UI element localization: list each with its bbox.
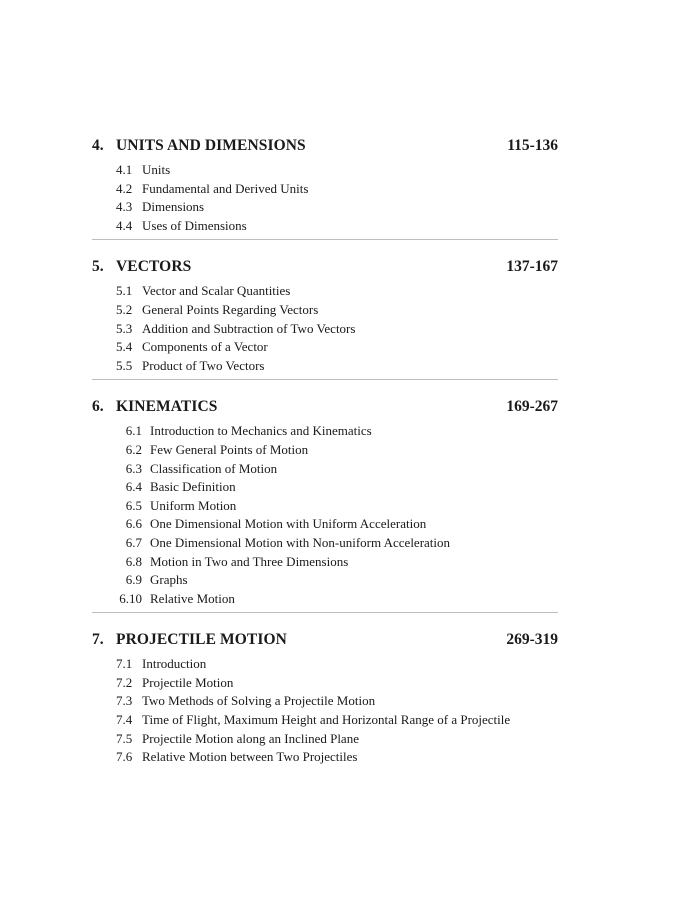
- section-item: [110, 553, 558, 572]
- section-number: 5.3: [116, 320, 133, 336]
- section-item: [110, 497, 558, 516]
- section-item: [116, 301, 558, 320]
- section-item: [110, 571, 558, 590]
- chapter-number: 5.: [92, 258, 104, 276]
- chapter-4: [92, 137, 558, 240]
- section-item: [110, 478, 558, 497]
- section-number: 7.6: [116, 749, 133, 765]
- section-number: 7.1: [116, 656, 133, 672]
- chapter-7: [92, 631, 558, 767]
- section-item: [116, 217, 558, 236]
- chapter-title: PROJECTILE MOTION: [116, 631, 287, 649]
- section-item: [116, 730, 558, 749]
- section-item: [116, 198, 558, 217]
- section-title: Motion in Two and Three Dimensions: [150, 553, 349, 569]
- chapter-pages: 137-167: [506, 258, 558, 276]
- section-title: Time of Flight, Maximum Height and Horizontal Range of a Projectile: [142, 712, 511, 728]
- chapter-heading: [92, 398, 558, 420]
- section-number: 4.1: [116, 162, 133, 177]
- chapter-5: [92, 258, 558, 380]
- section-item: [110, 515, 558, 534]
- section-number: 4.4: [116, 217, 133, 233]
- section-title: Graphs: [150, 572, 188, 588]
- section-item: [116, 338, 558, 357]
- section-item: [116, 748, 558, 767]
- chapter-pages: 115-136: [507, 137, 558, 154]
- section-title: One Dimensional Motion with Non-uniform Acceleration: [150, 534, 451, 550]
- section-number: 6.8: [125, 553, 142, 569]
- section-title: Two Methods of Solving a Projectile Motion: [142, 693, 376, 709]
- section-item: [116, 711, 558, 730]
- chapter-heading: [92, 137, 558, 159]
- section-title: Uses of Dimensions: [142, 217, 247, 233]
- section-title: Components of a Vector: [142, 339, 268, 355]
- table-of-contents: [92, 137, 558, 767]
- section-number: 6.3: [125, 460, 142, 476]
- section-number: 6.9: [125, 572, 142, 588]
- section-title: Fundamental and Derived Units: [142, 180, 309, 196]
- section-list: [116, 282, 558, 375]
- section-number: 7.5: [116, 730, 133, 746]
- section-title: Relative Motion: [150, 590, 235, 606]
- chapter-number: 6.: [92, 398, 104, 416]
- section-item: [116, 320, 558, 339]
- section-title: Product of Two Vectors: [142, 357, 265, 373]
- chapter-title: UNITS AND DIMENSIONS: [116, 137, 306, 154]
- chapter-title: VECTORS: [116, 258, 192, 276]
- chapter-heading: [92, 258, 558, 280]
- section-title: Few General Points of Motion: [150, 441, 309, 457]
- section-title: Units: [142, 162, 171, 177]
- section-title: Vector and Scalar Quantities: [142, 283, 291, 299]
- section-item: [116, 674, 558, 693]
- divider: [92, 379, 558, 380]
- section-title: Introduction: [142, 656, 207, 672]
- section-title: Projectile Motion: [142, 674, 234, 690]
- section-number: 7.2: [116, 674, 133, 690]
- section-number: 6.4: [125, 479, 142, 495]
- chapter-pages: 169-267: [506, 398, 558, 416]
- chapter-title: KINEMATICS: [116, 398, 218, 416]
- section-item: [110, 460, 558, 479]
- section-number: 4.2: [116, 180, 133, 196]
- section-list: [116, 161, 558, 235]
- section-title: Introduction to Mechanics and Kinematics: [150, 423, 372, 439]
- section-list: [110, 422, 558, 608]
- section-title: Basic Definition: [150, 479, 236, 495]
- section-item: [110, 441, 558, 460]
- section-item: [110, 590, 558, 609]
- section-number: 6.6: [125, 516, 142, 532]
- chapter-6: [92, 398, 558, 613]
- section-item: [110, 534, 558, 553]
- chapter-heading: [92, 631, 558, 653]
- section-number: 6.7: [125, 534, 142, 550]
- section-number: 5.4: [116, 339, 133, 355]
- section-number: 6.2: [125, 441, 142, 457]
- section-item: [116, 655, 558, 674]
- section-number: 7.3: [116, 693, 133, 709]
- section-number: 7.4: [116, 712, 133, 728]
- section-number: 6.5: [125, 497, 142, 513]
- chapter-pages: 269-319: [506, 631, 558, 649]
- section-item: [116, 180, 558, 199]
- section-title: Dimensions: [142, 199, 205, 215]
- section-item: [116, 282, 558, 301]
- section-number: 4.3: [116, 199, 133, 215]
- chapter-number: 7.: [92, 631, 104, 649]
- section-item: [116, 357, 558, 376]
- section-title: Addition and Subtraction of Two Vectors: [142, 320, 356, 336]
- chapter-number: 4.: [92, 137, 104, 154]
- section-title: General Points Regarding Vectors: [142, 301, 319, 317]
- section-list: [116, 655, 558, 767]
- section-title: Uniform Motion: [150, 497, 237, 513]
- section-item: [116, 692, 558, 711]
- section-title: Relative Motion between Two Projectiles: [142, 749, 358, 765]
- section-item: [110, 422, 558, 441]
- section-number: 6.1: [125, 423, 142, 439]
- divider: [92, 239, 558, 240]
- section-number: 5.2: [116, 301, 133, 317]
- section-title: Classification of Motion: [150, 460, 278, 476]
- divider: [92, 612, 558, 613]
- section-title: One Dimensional Motion with Uniform Acceleration: [150, 516, 427, 532]
- section-item: [116, 161, 558, 180]
- section-title: Projectile Motion along an Inclined Plane: [142, 730, 359, 746]
- section-number: 5.1: [116, 283, 133, 299]
- section-number: 6.10: [119, 590, 142, 606]
- section-number: 5.5: [116, 357, 133, 373]
